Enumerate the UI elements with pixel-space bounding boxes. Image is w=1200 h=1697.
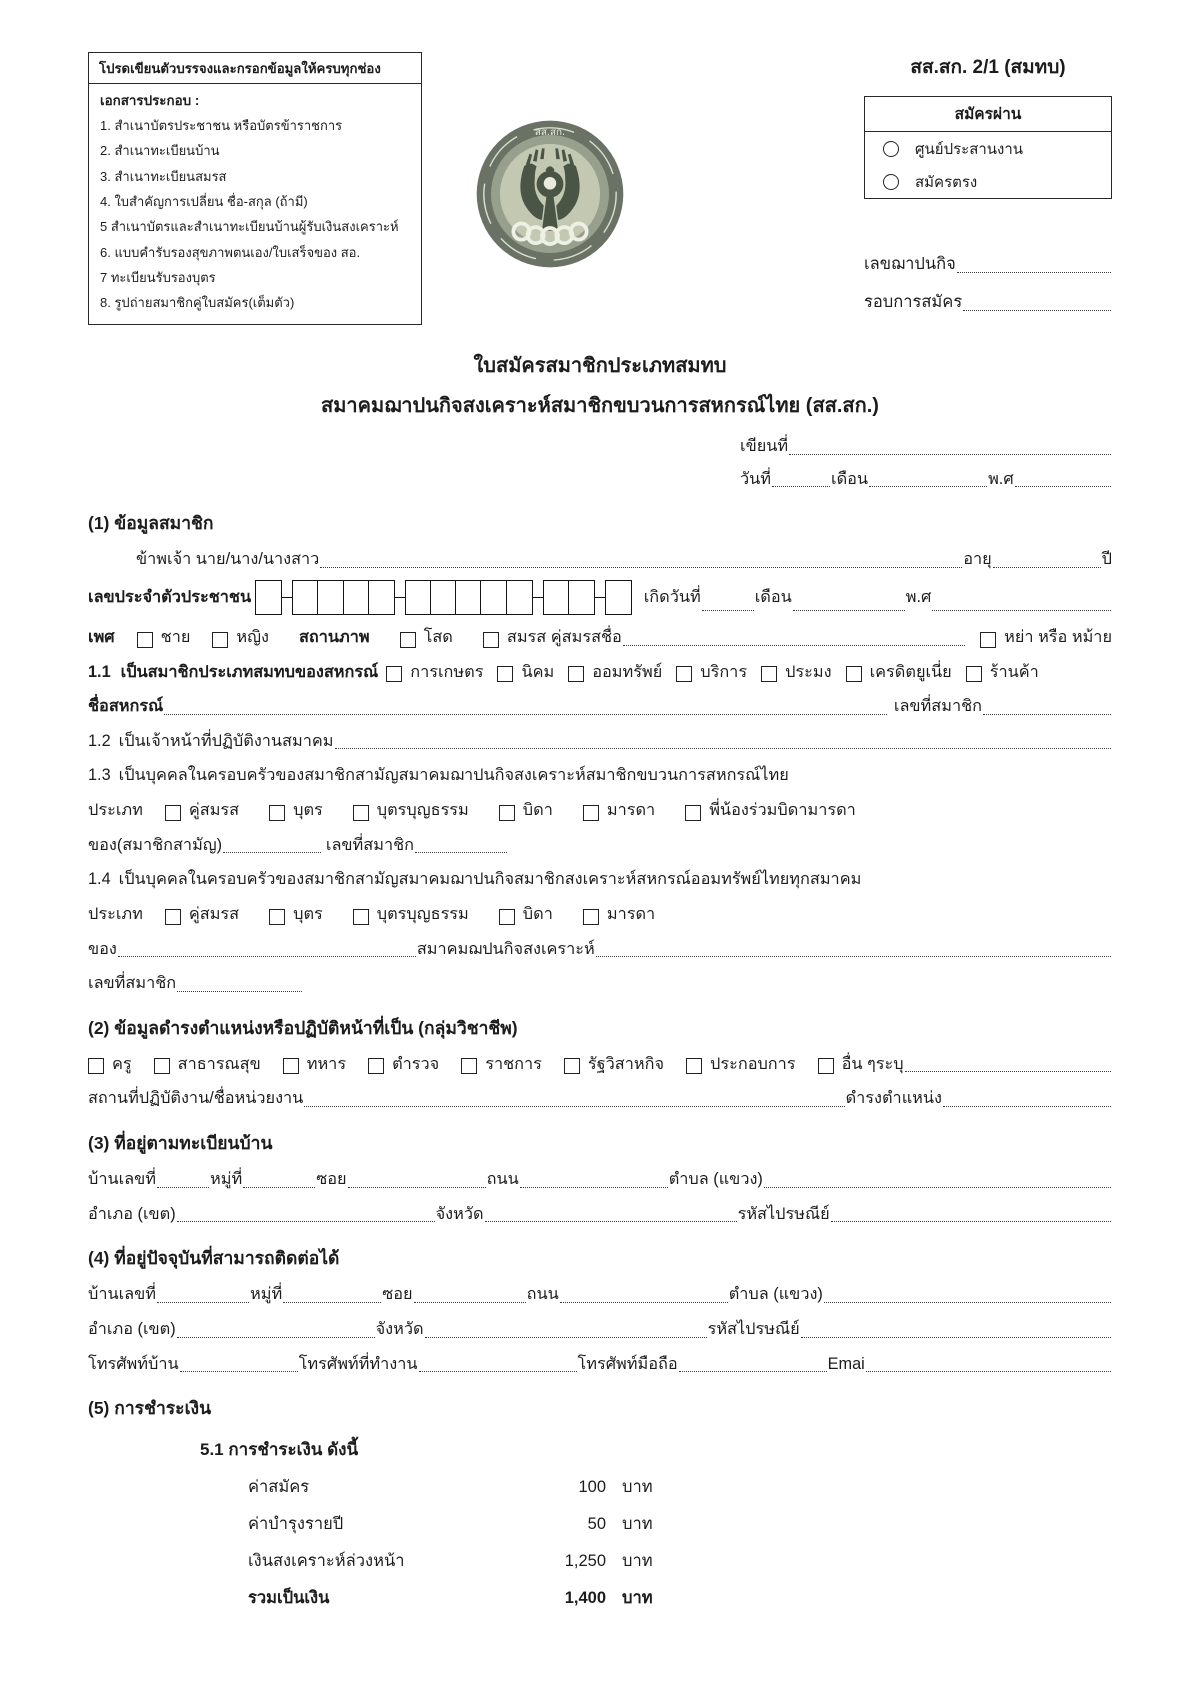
payment-table [248,1474,1112,1611]
postcode-label: รหัสไปรษณีย์ [707,1319,800,1338]
checkbox-coop-agriculture[interactable] [386,666,402,682]
birth-era-label: พ.ศ [905,588,932,607]
item-number: 1.1 [88,662,111,681]
house-no-label: บ้านเลขที่ [88,1285,157,1304]
option-label: บุตรบุญธรรม [376,801,469,819]
total-label: รวมเป็นเงิน [248,1589,330,1608]
option-label: สาธารณสุข [177,1054,261,1073]
checkbox-status-married[interactable] [483,632,499,648]
date-day-field[interactable] [772,485,830,487]
birth-month-label: เดือน [754,588,792,607]
apply-via-title: สมัครผ่าน [865,97,1111,132]
required-documents-box [88,52,422,325]
coop-name-line [88,695,1112,719]
coop-type-option[interactable] [846,661,952,685]
radio-coordination-center[interactable] [883,141,899,157]
checkbox-14-mother[interactable] [583,909,599,925]
road-label: ถนน [526,1285,559,1304]
currency-unit: บาท [622,1552,653,1571]
of-ordinary-member-line [88,834,508,858]
relation-option[interactable] [499,903,553,927]
association-officer-field[interactable] [335,747,1112,749]
item-1-1-line [88,661,1112,685]
currency-unit: บาท [622,1515,653,1534]
date-month-field[interactable] [869,485,987,487]
option-label: ออมทรัพย์ [592,662,663,681]
checkbox-coop-fishery[interactable] [761,666,777,682]
applicant-name-field[interactable] [320,566,962,568]
list-item: 8. รูปถ่ายสมาชิกคู่ใบสมัคร(เต็มตัว) [100,295,295,311]
province-label: จังหวัด [435,1204,484,1223]
member-number-line-1-4 [88,972,303,996]
payment-row [248,1548,1112,1574]
coop-name-field[interactable] [164,713,887,715]
option-label: มารดา [606,904,656,923]
current-amphoe-field[interactable] [177,1336,375,1338]
profession-option[interactable] [461,1053,542,1077]
checkbox-state-enterprise[interactable] [564,1058,580,1074]
relation-option[interactable] [269,903,323,927]
citizen-id-label: เลขประจำตัวประชาชน [88,588,252,607]
item-1-1-label: เป็นสมาชิกประเภทสมทบของสหกรณ์ [120,662,379,681]
written-at-label: เขียนที่ [740,437,789,455]
coop-type-option[interactable] [761,661,832,685]
option-label: ครู [112,1054,132,1073]
item-number: 1.4 [88,870,111,889]
workplace-label: สถานที่ปฏิบัติงาน/ชื่อหน่วยงาน [88,1089,304,1108]
checkbox-status-single[interactable] [400,632,416,648]
profession-options-line [88,1053,1112,1077]
relation-option[interactable] [353,903,469,927]
age-label: อายุ [963,550,992,569]
profession-option[interactable] [283,1053,346,1077]
checkbox-13-sibling[interactable] [685,805,701,821]
date-era-label: พ.ศ [988,469,1014,488]
checkbox-civil-service[interactable] [461,1058,477,1074]
member-number-label: เลขที่สมาชิก [88,974,177,993]
fee-amount: 100 [578,1478,606,1497]
citizen-id-digit-group[interactable] [543,580,595,615]
checkbox-14-child[interactable] [269,909,285,925]
member-number-field[interactable] [983,713,1111,715]
application-round-field[interactable] [963,309,1111,311]
tambon-field[interactable] [764,1186,1111,1188]
fee-amount: 1,250 [564,1552,606,1571]
currency-unit: บาท [622,1589,653,1608]
current-house-no-field[interactable] [157,1301,249,1303]
postcode-field[interactable] [831,1220,1111,1222]
payment-row [248,1511,1112,1537]
checkbox-public-health[interactable] [154,1058,170,1074]
birth-month-field[interactable] [793,609,905,611]
applicant-name-line [136,548,1112,572]
profession-option[interactable] [564,1053,664,1077]
member-number-label: เลขที่สมาชิก [893,697,982,716]
checkbox-other[interactable] [818,1058,834,1074]
item-1-4-line [88,868,1112,892]
citizen-id-digit-group[interactable] [605,580,632,615]
ordinary-member-number-field[interactable] [415,851,507,853]
checkbox-13-spouse[interactable] [165,805,181,821]
moo-label: หมู่ที่ [210,1170,243,1188]
section1-heading: (1) ข้อมูลสมาชิก [88,513,214,534]
apply-option-label: ศูนย์ประสานงาน [915,141,1024,158]
house-no-label: บ้านเลขที่ [88,1170,157,1188]
tambon-label: ตำบล (แขวง) [728,1285,823,1304]
option-label: เครดิตยูเนี่ย [869,662,952,681]
age-field[interactable] [993,566,1101,568]
relation-option[interactable] [353,799,469,823]
amphoe-field[interactable] [177,1220,435,1222]
province-label: จังหวัด [375,1319,424,1338]
registered-address-line1 [88,1168,1112,1192]
birthdate-label: เกิดวันที่ [643,588,701,607]
checkbox-14-adopted-child[interactable] [353,909,369,925]
option-label: นิคม [521,662,555,681]
checkbox-military[interactable] [283,1058,299,1074]
list-item: 6. แบบคำรับรองสุขภาพตนเอง/ใบเสร็จของ สอ. [100,244,361,260]
cremation-number-label: เลขฌาปนกิจ [864,255,956,273]
coop-name-label: ชื่อสหกรณ์ [88,697,164,716]
marital-status-label: สถานภาพ [298,627,370,646]
item-number: 1.3 [88,766,111,785]
option-label: บุตร [293,904,323,923]
date-day-label: วันที่ [740,469,772,488]
road-label: ถนน [486,1170,519,1188]
profession-option[interactable] [686,1053,796,1077]
relation-option[interactable] [165,903,239,927]
checkbox-13-child[interactable] [269,805,285,821]
profession-option-other[interactable] [818,1053,904,1077]
citizen-id-line [88,580,1112,615]
coop-type-option[interactable] [568,661,662,685]
section5-heading: (5) การชำระเงิน [88,1398,212,1419]
position-field[interactable] [943,1105,1111,1107]
birth-year-field[interactable] [932,609,1111,611]
item-1-2-label: เป็นเจ้าหน้าที่ปฏิบัติงานสมาคม [118,731,334,750]
currency-unit: บาท [622,1478,653,1497]
relation-type-line-1-3 [88,799,1112,823]
spouse-name-field[interactable] [623,644,965,646]
form-code-label: สส.สก. 2/1 (สมทบ) [910,57,1066,78]
documents-list [89,84,421,324]
position-label: ดำรงตำแหน่ง [845,1089,942,1108]
of-member-name-field[interactable] [118,955,416,957]
citizen-id-digit-group[interactable] [405,580,533,615]
ordinary-member-name-field[interactable] [223,851,321,853]
apply-via-box [864,96,1112,199]
citizen-id-digit-group[interactable] [292,580,395,615]
of-association-line [88,938,1112,962]
amphoe-label: อำเภอ (เขต) [88,1319,176,1338]
list-item: 4. ใบสำคัญการเปลี่ยน ชื่อ-สกุล (ถ้ามี) [100,194,308,210]
checkbox-police[interactable] [368,1058,384,1074]
list-item: 5 สำเนาบัตรและสำเนาทะเบียนบ้านผู้รับเงินสงเคราะห์ [100,219,399,235]
list-item: 1. สำเนาบัตรประชาชน หรือบัตรข้าราชการ [100,118,343,133]
seal-icon [474,110,626,278]
coop-type-option[interactable] [966,661,1039,685]
phone-work-field[interactable] [419,1370,577,1372]
other-profession-field[interactable] [905,1070,1111,1072]
phone-work-label: โทรศัพท์ที่ทำงาน [298,1354,418,1373]
payment-total-row [248,1585,1112,1611]
option-label: บุตรบุญธรรม [376,904,469,923]
written-at-block [740,435,1112,491]
option-label: ทหาร [306,1054,347,1073]
checkbox-sex-male[interactable] [137,632,153,648]
association-label: สมาคมฌปนกิจสงเคราะห์ [416,939,595,958]
form-title-line1: ใบสมัครสมาชิกประเภทสมทบ [473,355,727,377]
workplace-line [88,1087,1112,1111]
written-at-field[interactable] [789,453,1111,455]
fee-amount: 50 [587,1515,606,1534]
moo-label: หมู่ที่ [250,1285,283,1304]
current-moo-field[interactable] [283,1301,381,1303]
option-label: หญิง [236,627,269,646]
status-married-option[interactable] [483,626,622,650]
date-month-label: เดือน [831,469,869,488]
road-field[interactable] [520,1186,668,1188]
checkbox-coop-service[interactable] [676,666,692,682]
house-no-field[interactable] [157,1186,209,1188]
option-label: โสด [423,627,453,646]
current-province-field[interactable] [425,1336,707,1338]
section3-heading: (3) ที่อยู่ตามทะเบียนบ้าน [88,1133,273,1153]
item-number: 1.2 [88,731,111,750]
checkbox-teacher[interactable] [88,1058,104,1074]
current-address-line1 [88,1283,1112,1307]
sex-female-option[interactable] [212,626,269,650]
option-label: ประกอบการ [710,1054,796,1073]
phone-mobile-label: โทรศัพท์มือถือ [577,1354,678,1373]
soi-label: ซอย [316,1170,347,1188]
radio-direct-apply[interactable] [883,174,899,190]
date-year-field[interactable] [1015,485,1111,487]
apply-option-coordination-center[interactable] [865,132,1111,165]
option-label: ราชการ [485,1054,542,1073]
option-label: ประมง [785,662,832,681]
phone-mobile-field[interactable] [679,1370,827,1372]
checkbox-coop-store[interactable] [966,666,982,682]
current-address-line2 [88,1318,1112,1342]
relation-type-line-1-4 [88,903,1112,927]
coop-type-option[interactable] [386,661,483,685]
soi-field[interactable] [348,1186,486,1188]
payment-subheading: 5.1 การชำระเงิน ดังนี้ [200,1440,359,1460]
list-item: 7 ทะเบียนรับรองบุตร [100,270,216,286]
current-road-field[interactable] [560,1301,728,1303]
item-1-3-line [88,764,1112,788]
option-label: รัฐวิสาหกิจ [587,1054,665,1073]
relation-option[interactable] [583,799,655,823]
moo-field[interactable] [243,1186,315,1188]
apply-option-label: สมัครตรง [915,174,978,191]
option-label: คู่สมรส [188,801,240,819]
phone-home-field[interactable] [180,1370,298,1372]
checkbox-14-spouse[interactable] [165,909,181,925]
fee-label: ค่าสมัคร [248,1478,310,1497]
option-label: บริการ [700,662,748,681]
relation-type-label: ประเภท [88,904,143,923]
application-round-label: รอบการสมัคร [864,293,963,311]
top-right-column [864,52,1112,327]
relation-option[interactable] [165,799,239,823]
option-label: อื่น ๆระบุ [841,1054,904,1073]
option-label: พี่น้องร่วมบิดามารดา [709,801,856,819]
seal-top-text: สส.สก. [534,126,566,138]
relation-option[interactable] [583,903,655,927]
option-label: หย่า หรือ หม้าย [1004,627,1112,646]
relation-type-label: ประเภท [88,801,143,819]
phone-line [88,1353,1112,1377]
checkbox-13-mother[interactable] [583,805,599,821]
tambon-label: ตำบล (แขวง) [668,1170,763,1188]
item-1-3-label: เป็นบุคคลในครอบครัวของสมาชิกสามัญสมาคมฌาปนกิจสงเคราะห์สมาชิกขบวนการสหกรณ์ไทย [118,766,789,785]
option-label: ชาย [160,627,191,646]
list-item: 3. สำเนาทะเบียนสมรส [100,168,227,184]
phone-home-label: โทรศัพท์บ้าน [88,1354,179,1373]
checkbox-entrepreneur[interactable] [686,1058,702,1074]
option-label: สมรส คู่สมรสชื่อ [506,627,622,646]
option-label: ตำรวจ [392,1054,440,1073]
documents-list-title: เอกสารประกอบ : [100,93,200,108]
fee-label: ค่าบำรุงรายปี [248,1515,344,1534]
checkbox-coop-credit-union[interactable] [846,666,862,682]
soi-label: ซอย [382,1285,413,1304]
status-divorced-option[interactable] [980,626,1112,650]
sex-male-option[interactable] [137,626,191,650]
fill-instruction-banner: โปรดเขียนตัวบรรจงและกรอกข้อมูลให้ครบทุกช่อง [89,53,421,84]
checkbox-status-divorced[interactable] [980,632,996,648]
option-label: การเกษตร [410,662,484,681]
header-reference-fields [864,251,1112,327]
coop-type-option[interactable] [676,661,747,685]
sex-label: เพศ [88,627,115,646]
checkbox-14-father[interactable] [499,909,515,925]
total-amount: 1,400 [564,1589,606,1608]
current-tambon-field[interactable] [824,1301,1111,1303]
form-title-line2: สมาคมฌาปนกิจสงเคราะห์สมาชิกขบวนการสหกรณ์ไทย (สส.สก.) [321,395,879,417]
payment-row [248,1474,1112,1500]
section2-heading: (2) ข้อมูลดำรงตำแหน่งหรือปฏิบัติหน้าที่เป็น (กลุ่มวิชาชีพ) [88,1017,518,1038]
list-item: 2. สำเนาทะเบียนบ้าน [100,143,220,159]
top-header-area [88,52,1112,327]
relation-option[interactable] [685,799,856,823]
option-label: บิดา [522,801,553,819]
option-label: ร้านค้า [989,662,1039,681]
email-label: Emai [827,1354,865,1373]
option-label: บิดา [522,904,553,923]
member-number-label: เลขที่สมาชิก [325,835,414,854]
coop-type-option[interactable] [497,661,554,685]
province-field[interactable] [485,1220,737,1222]
member-number-field-1-4[interactable] [177,990,302,992]
relation-option[interactable] [269,799,323,823]
profession-option[interactable] [368,1053,439,1077]
checkbox-sex-female[interactable] [212,632,228,648]
sex-status-line [88,626,1112,650]
status-single-option[interactable] [400,626,453,650]
item-1-4-label: เป็นบุคคลในครอบครัวของสมาชิกสามัญสมาคมฌาปนกิจสมาชิกสงเคราะห์สหกรณ์ออมทรัพย์ไทยทุกสมาคม [118,870,862,889]
of-label: ของ [88,939,117,958]
current-postcode-field[interactable] [801,1336,1111,1338]
current-soi-field[interactable] [414,1301,526,1303]
workplace-field[interactable] [304,1105,844,1107]
relation-option[interactable] [499,799,553,823]
option-label: คู่สมรส [188,904,240,923]
age-unit-label: ปี [1101,550,1112,569]
apply-option-direct[interactable] [865,165,1111,198]
form-title-block [88,349,1112,421]
checkbox-13-father[interactable] [499,805,515,821]
checkbox-coop-settlement[interactable] [497,666,513,682]
email-field[interactable] [866,1370,1111,1372]
fee-label: เงินสงเคราะห์ล่วงหน้า [248,1552,405,1571]
checkbox-13-adopted-child[interactable] [353,805,369,821]
birth-day-field[interactable] [702,609,754,611]
association-seal-logo [474,110,626,283]
registered-address-line2 [88,1203,1112,1227]
postcode-label: รหัสไปรษณีย์ [737,1204,830,1223]
amphoe-label: อำเภอ (เขต) [88,1204,176,1223]
cremation-number-field[interactable] [957,271,1111,273]
of-ordinary-member-label: ของ(สมาชิกสามัญ) [88,835,223,854]
citizen-id-digit-group[interactable] [255,580,282,615]
option-label: มารดา [606,801,656,819]
profession-option[interactable] [88,1053,132,1077]
section4-heading: (4) ที่อยู่ปัจจุบันที่สามารถติดต่อได้ [88,1248,340,1269]
profession-option[interactable] [154,1053,261,1077]
option-label: บุตร [293,801,323,819]
association-name-field[interactable] [596,955,1111,957]
item-1-2-line [88,730,1112,754]
checkbox-coop-savings[interactable] [568,666,584,682]
name-prefix-label: ข้าพเจ้า นาย/นาง/นางสาว [136,550,320,569]
